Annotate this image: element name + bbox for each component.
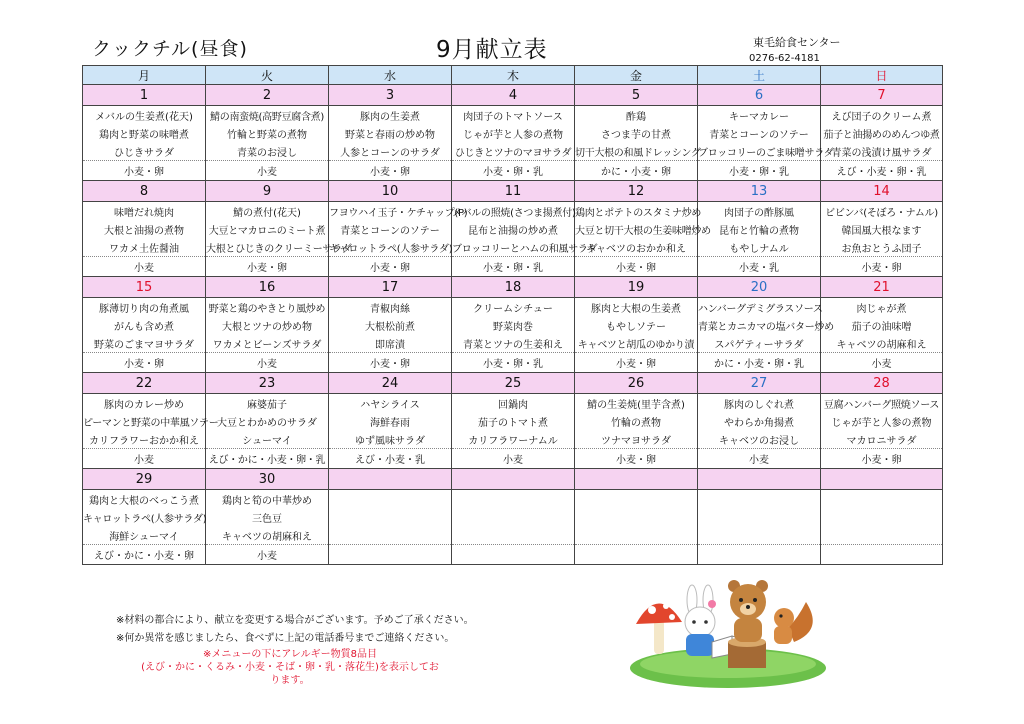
dish-cell: 竹輪の煮物 (575, 412, 698, 430)
weekday-header-row (83, 66, 943, 85)
dish-cell: 野菜と春雨の炒め物 (329, 124, 452, 142)
allergy-cell (821, 545, 943, 565)
dish-cell: 豆腐ハンバーグ照焼ソース (821, 394, 943, 413)
dish-row (83, 238, 943, 257)
date-cell: 27 (698, 373, 821, 394)
date-cell: 30 (206, 469, 329, 490)
date-cell: 29 (83, 469, 206, 490)
dish-cell: ハンバーグデミグラスソース (698, 298, 821, 317)
date-cell: 5 (575, 85, 698, 106)
date-cell: 6 (698, 85, 821, 106)
dish-cell: 野菜肉巻 (452, 316, 575, 334)
dish-cell (575, 490, 698, 509)
date-cell: 13 (698, 181, 821, 202)
dish-cell (575, 508, 698, 526)
allergy-cell: 小麦・卵 (83, 161, 206, 181)
dish-cell: 茄子と油揚めのめんつゆ煮 (821, 124, 943, 142)
dish-row (83, 106, 943, 125)
dish-cell (821, 526, 943, 545)
allergy-cell: えび・小麦・卵・乳 (821, 161, 943, 181)
dish-cell: お魚おとうふ団子 (821, 238, 943, 257)
dish-cell: キャベツの胡麻和え (821, 334, 943, 353)
allergy-cell: かに・小麦・卵 (575, 161, 698, 181)
allergy-cell: えび・かに・小麦・卵 (83, 545, 206, 565)
dish-cell (698, 508, 821, 526)
weekday-header: 日 (821, 66, 943, 85)
date-cell: 24 (329, 373, 452, 394)
dish-cell: 鯖の煮付(花天) (206, 202, 329, 221)
date-cell: 7 (821, 85, 943, 106)
allergy-cell (698, 545, 821, 565)
dish-cell: 鶏肉とポテトのスタミナ炒め (575, 202, 698, 221)
dish-cell: キャロットラペ(人参サラダ) (83, 508, 206, 526)
dish-cell: 青菜のお浸し (206, 142, 329, 161)
dish-cell: 即席漬 (329, 334, 452, 353)
dish-cell: 青菜とコーンのソテー (329, 220, 452, 238)
dish-cell: 青菜とカニカマの塩バター炒め (698, 316, 821, 334)
dish-cell: ワカメ土佐醤油 (83, 238, 206, 257)
dish-cell: キャベツと胡瓜のゆかり漬 (575, 334, 698, 353)
allergy-note-line: (えび・かに・くるみ・小麦・そば・卵・乳・落花生)を表示しております。 (141, 662, 439, 686)
dish-cell: 海鮮シューマイ (83, 526, 206, 545)
dish-row (83, 490, 943, 509)
dish-cell (698, 526, 821, 545)
menu-calendar (82, 65, 943, 565)
dish-cell: 切干大根の和風ドレッシング (575, 142, 698, 161)
dish-cell: 野菜のごまマヨサラダ (83, 334, 206, 353)
allergy-cell: えび・かに・小麦・卵・乳 (206, 449, 329, 469)
dish-cell: ひじきとツナのマヨサラダ (452, 142, 575, 161)
dish-cell: 海鮮春雨 (329, 412, 452, 430)
date-cell: 15 (83, 277, 206, 298)
dish-cell: 豚肉のしぐれ煮 (698, 394, 821, 413)
dish-cell: 麻婆茄子 (206, 394, 329, 413)
date-cell: 28 (821, 373, 943, 394)
dish-cell (452, 490, 575, 509)
dish-cell: もやしソテー (575, 316, 698, 334)
date-cell: 11 (452, 181, 575, 202)
dish-cell: キャロットラペ(人参サラダ) (329, 238, 452, 257)
dish-row (83, 334, 943, 353)
dish-cell: 大根松前煮 (329, 316, 452, 334)
dish-cell: キャベツのお浸し (698, 430, 821, 449)
allergy-row (83, 449, 943, 469)
menu-month-title: 9月献立表 (436, 37, 548, 63)
allergy-row (83, 257, 943, 277)
weekday-header: 木 (452, 66, 575, 85)
dish-cell: スパゲティーサラダ (698, 334, 821, 353)
note-line: ※材料の都合により、献立を変更する場合がございます。予めご了承ください。 (116, 615, 474, 626)
dish-cell: 茄子のトマト煮 (452, 412, 575, 430)
dish-cell (452, 526, 575, 545)
allergy-cell: 小麦・卵・乳 (452, 353, 575, 373)
weekday-header: 土 (698, 66, 821, 85)
date-cell: 1 (83, 85, 206, 106)
date-cell: 14 (821, 181, 943, 202)
allergy-cell: 小麦・卵・乳 (452, 161, 575, 181)
dish-cell: 竹輪と野菜の煮物 (206, 124, 329, 142)
bear-icon (728, 580, 768, 642)
dish-cell (698, 490, 821, 509)
date-cell (329, 469, 452, 490)
dish-cell: 肉団子のトマトソース (452, 106, 575, 125)
allergy-cell: 小麦 (206, 161, 329, 181)
dish-row (83, 526, 943, 545)
date-cell: 20 (698, 277, 821, 298)
date-cell: 8 (83, 181, 206, 202)
dish-row (83, 430, 943, 449)
kitchen-phone: 0276-62-4181 (749, 53, 820, 64)
allergy-cell: 小麦 (698, 449, 821, 469)
dish-cell: じゃが芋と人参の煮物 (452, 124, 575, 142)
dish-cell: ブロッコリーのごま味噌サラダ (698, 142, 821, 161)
allergy-cell: 小麦 (206, 353, 329, 373)
date-cell: 19 (575, 277, 698, 298)
date-cell (698, 469, 821, 490)
dish-cell: 青菜とツナの生姜和え (452, 334, 575, 353)
dish-cell (821, 490, 943, 509)
date-row (83, 85, 943, 106)
date-cell (821, 469, 943, 490)
dish-cell: ツナマヨサラダ (575, 430, 698, 449)
date-cell: 23 (206, 373, 329, 394)
dish-cell: もやしナムル (698, 238, 821, 257)
allergy-row (83, 545, 943, 565)
dish-row (83, 220, 943, 238)
dish-cell: じゃが芋と人参の煮物 (821, 412, 943, 430)
dish-row (83, 142, 943, 161)
date-row (83, 277, 943, 298)
dish-cell: 鶏肉と野菜の味噌煮 (83, 124, 206, 142)
dish-row (83, 298, 943, 317)
allergy-cell: 小麦・卵 (575, 449, 698, 469)
allergy-cell (329, 545, 452, 565)
allergy-cell: 小麦 (83, 257, 206, 277)
weekday-header: 火 (206, 66, 329, 85)
dish-cell: 豚薄切り肉の角煮風 (83, 298, 206, 317)
date-cell: 9 (206, 181, 329, 202)
allergy-row (83, 353, 943, 373)
date-cell: 12 (575, 181, 698, 202)
dish-cell (575, 526, 698, 545)
animal-picnic-illustration (628, 572, 828, 690)
dish-cell: 大豆と切干大根の生姜味噌炒め (575, 220, 698, 238)
dish-cell: 大根とツナの炒め物 (206, 316, 329, 334)
allergy-cell: 小麦・卵 (83, 353, 206, 373)
dish-cell: 回鍋肉 (452, 394, 575, 413)
date-cell: 4 (452, 85, 575, 106)
dish-cell: 鯖の生姜焼(里芋含煮) (575, 394, 698, 413)
date-cell: 21 (821, 277, 943, 298)
dish-cell: ビビンバ(そぼろ・ナムル) (821, 202, 943, 221)
dish-cell: 大根と油揚の煮物 (83, 220, 206, 238)
dish-cell: 豚肉と大根の生姜煮 (575, 298, 698, 317)
dish-cell: 青椒肉絲 (329, 298, 452, 317)
dish-cell: 鯖の南蛮焼(高野豆腐含煮) (206, 106, 329, 125)
weekday-header: 金 (575, 66, 698, 85)
dish-cell: メバルの生姜煮(花天) (83, 106, 206, 125)
dish-cell (821, 508, 943, 526)
dish-cell: シューマイ (206, 430, 329, 449)
rabbit-icon (685, 585, 716, 656)
dish-cell: 昆布と油揚の炒め煮 (452, 220, 575, 238)
note-line: ※何か異常を感じましたら、食べずに上記の電話番号までご連絡ください。 (116, 633, 455, 644)
date-row (83, 469, 943, 490)
allergy-cell: 小麦 (452, 449, 575, 469)
weekday-header: 月 (83, 66, 206, 85)
dish-cell: キャベツのおかか和え (575, 238, 698, 257)
allergy-cell: 小麦・卵 (206, 257, 329, 277)
dish-cell: 昆布と竹輪の煮物 (698, 220, 821, 238)
dish-cell (329, 526, 452, 545)
dish-cell: フヨウハイ玉子・ケチャップ(P) (329, 202, 452, 221)
date-cell: 10 (329, 181, 452, 202)
allergy-cell: えび・小麦・乳 (329, 449, 452, 469)
dish-cell: ひじきサラダ (83, 142, 206, 161)
dish-cell: さつま芋の甘煮 (575, 124, 698, 142)
dish-cell: ワカメとビーンズサラダ (206, 334, 329, 353)
dish-cell: 味噌だれ焼肉 (83, 202, 206, 221)
dish-cell: カリフラワーナムル (452, 430, 575, 449)
dish-cell: ブロッコリーとハムの和風サラダ (452, 238, 575, 257)
dish-cell: 肉団子の酢豚風 (698, 202, 821, 221)
kitchen-name: 東毛給食センター (753, 36, 841, 49)
squirrel-icon (774, 602, 813, 644)
date-row (83, 181, 943, 202)
dish-row (83, 316, 943, 334)
allergy-cell: 小麦・卵 (575, 353, 698, 373)
notes (116, 612, 474, 648)
dish-cell: 酢鶏 (575, 106, 698, 125)
dish-cell: メバルの照焼(さつま揚煮付) (452, 202, 575, 221)
allergy-note-line: ※メニューの下にアレルギー物質8品目 (202, 649, 378, 660)
dish-cell: 大根とひじきのクリーミーサラダ (206, 238, 329, 257)
dish-cell: クリームシチュー (452, 298, 575, 317)
dish-cell: マカロニサラダ (821, 430, 943, 449)
allergy-cell: 小麦・卵 (575, 257, 698, 277)
date-cell: 3 (329, 85, 452, 106)
date-cell (575, 469, 698, 490)
page-title: クックチル(昼食) (92, 38, 248, 60)
dish-cell: 豚肉のカレー炒め (83, 394, 206, 413)
allergy-row (83, 161, 943, 181)
dish-row (83, 394, 943, 413)
allergy-cell: 小麦・卵・乳 (452, 257, 575, 277)
dish-cell: 韓国風大根なます (821, 220, 943, 238)
allergy-cell: 小麦 (83, 449, 206, 469)
date-cell: 25 (452, 373, 575, 394)
dish-row (83, 508, 943, 526)
allergy-note (140, 648, 440, 687)
allergy-cell: 小麦・卵 (821, 257, 943, 277)
dish-cell: キーマカレー (698, 106, 821, 125)
dish-cell: 大豆とわかめのサラダ (206, 412, 329, 430)
dish-cell: やわらか角揚煮 (698, 412, 821, 430)
dish-row (83, 124, 943, 142)
dish-cell: 野菜と鶏のやきとり風炒め (206, 298, 329, 317)
mushroom-icon (636, 603, 682, 654)
date-row (83, 373, 943, 394)
date-cell: 18 (452, 277, 575, 298)
dish-cell: 鶏肉と筍の中華炒め (206, 490, 329, 509)
date-cell: 26 (575, 373, 698, 394)
date-cell: 16 (206, 277, 329, 298)
allergy-cell: 小麦・卵 (329, 353, 452, 373)
dish-cell (452, 508, 575, 526)
date-cell (452, 469, 575, 490)
date-cell: 22 (83, 373, 206, 394)
date-cell: 2 (206, 85, 329, 106)
dish-cell: えび団子のクリーム煮 (821, 106, 943, 125)
dish-cell: 大豆とマカロニのミート煮 (206, 220, 329, 238)
dish-row (83, 202, 943, 221)
dish-cell: 青菜とコーンのソテー (698, 124, 821, 142)
dish-cell: 豚肉の生姜煮 (329, 106, 452, 125)
dish-cell: 肉じゃが煮 (821, 298, 943, 317)
dish-cell: がんも含め煮 (83, 316, 206, 334)
dish-cell: 青菜の浅漬け風サラダ (821, 142, 943, 161)
dish-cell: ハヤシライス (329, 394, 452, 413)
dish-cell: カリフラワーおかか和え (83, 430, 206, 449)
allergy-cell: 小麦・乳 (698, 257, 821, 277)
allergy-cell: 小麦 (821, 353, 943, 373)
dish-cell (329, 508, 452, 526)
dish-cell: 三色豆 (206, 508, 329, 526)
dish-row (83, 412, 943, 430)
dish-cell: 人参とコーンのサラダ (329, 142, 452, 161)
dish-cell (329, 490, 452, 509)
allergy-cell: 小麦・卵 (821, 449, 943, 469)
allergy-cell: かに・小麦・卵・乳 (698, 353, 821, 373)
dish-cell: キャベツの胡麻和え (206, 526, 329, 545)
allergy-cell: 小麦 (206, 545, 329, 565)
weekday-header: 水 (329, 66, 452, 85)
allergy-cell: 小麦・卵 (329, 257, 452, 277)
allergy-cell (452, 545, 575, 565)
dish-cell: 鶏肉と大根のべっこう煮 (83, 490, 206, 509)
dish-cell: 茄子の油味噌 (821, 316, 943, 334)
dish-cell: ピーマンと野菜の中華風ソテー (83, 412, 206, 430)
allergy-cell (575, 545, 698, 565)
date-cell: 17 (329, 277, 452, 298)
dish-cell: ゆず風味サラダ (329, 430, 452, 449)
allergy-cell: 小麦・卵 (329, 161, 452, 181)
allergy-cell: 小麦・卵・乳 (698, 161, 821, 181)
